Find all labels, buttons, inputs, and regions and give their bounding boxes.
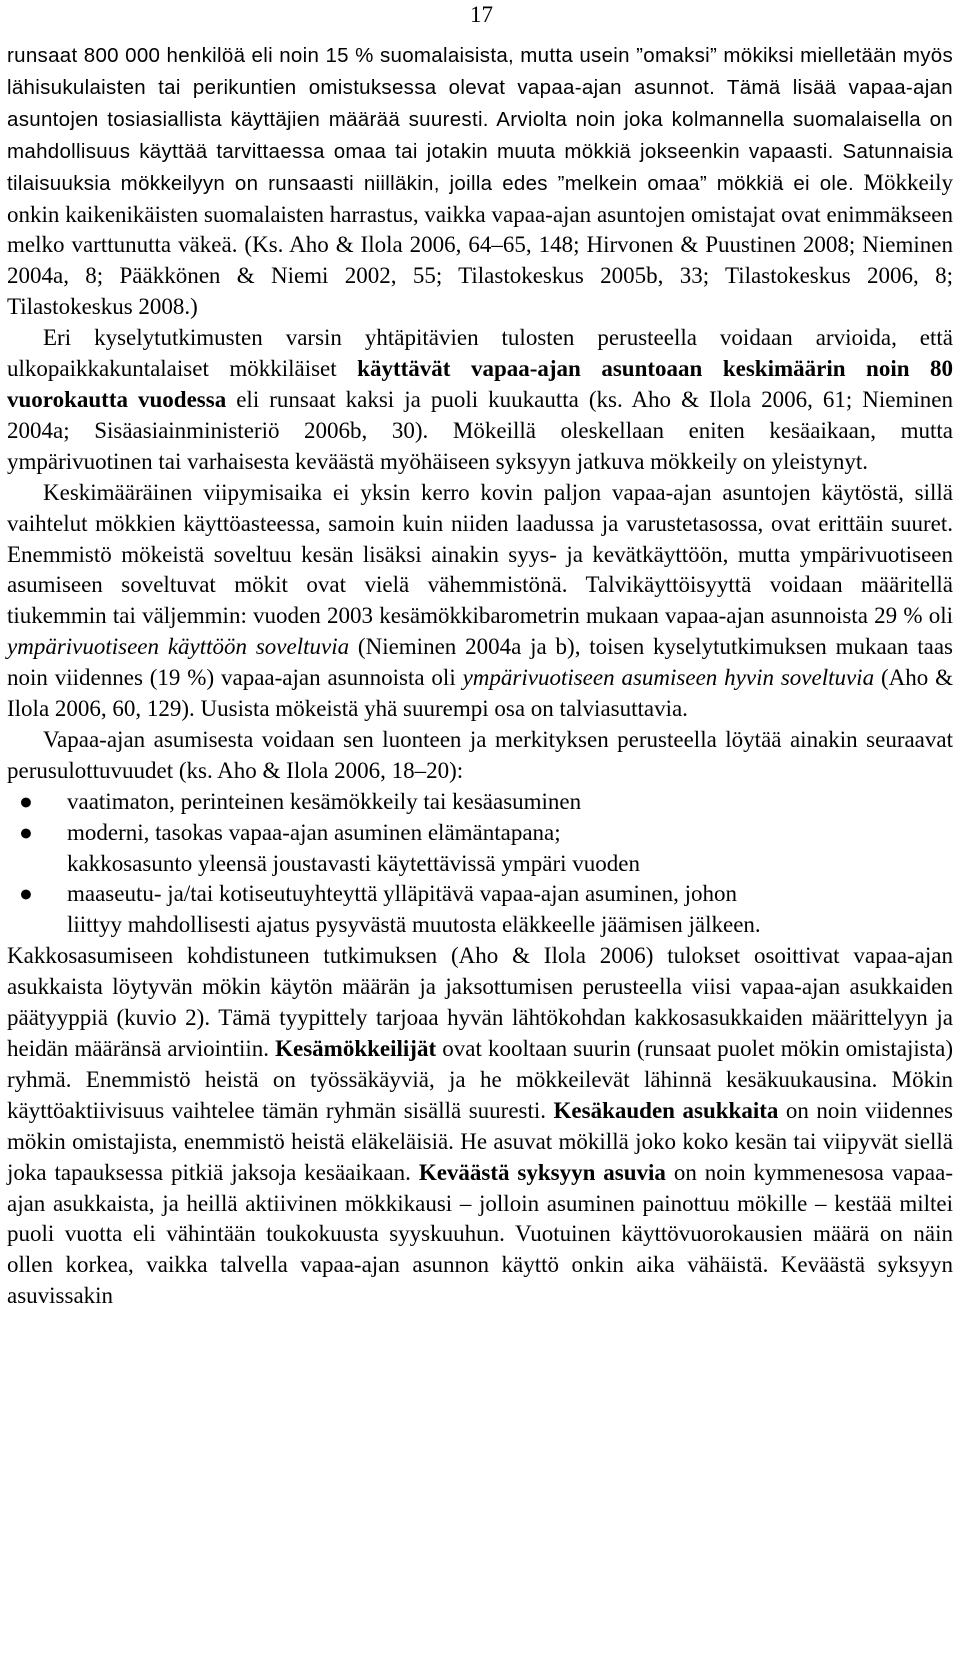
paragraph-3-text-b: (Nieminen 2004a ja b), toisen kyselytutkimuksen mukaan taas noin viidennes (19 %) vapaa-ajan asunnoista oli (7, 634, 953, 691)
page-number: 17 (470, 2, 493, 27)
paragraph-5-bold-2: Kesäkauden asukkaita (553, 1097, 779, 1123)
list-item-text-continued: kakkosasunto yleensä joustavasti käytettävissä ympäri vuoden (67, 850, 640, 876)
paragraph-2-text-b: eli runsaat kaksi ja puoli kuukautta (ks. Aho & Ilola 2006, 61; Nieminen 2004a; Sisäasiainministeriö 2006b, 30). Mökeillä oleskellaan eniten kesäaikaan, mutta ympärivuotinen tai varhaisesta keväästä myöhäiseen syksyyn jatkuva mökkeily on yleistynyt. (7, 386, 953, 474)
list-item (19, 818, 953, 880)
paragraph-5-text-b: ovat kooltaan suurin (runsaat puolet mökin omistajista) ryhmä. Enemmistö heistä on työssäkäyviä, ja he mökkeilevät lähinnä kesäkuukausina. Mökin käyttöaktiivisuus vaihtelee tämän ryhmän sisällä suuresti. (7, 1036, 953, 1123)
list-item-text-continued: liittyy mahdollisesti ajatus pysyvästä muutosta eläkkeelle jäämisen jälkeen. (67, 912, 761, 938)
paragraph-1-sans-text: runsaat 800 000 henkilöä eli noin 15 % suomalaisista, mutta usein ”omaksi” mökiksi mielletään myös lähisukulaisten tai perikuntien omistuksessa olevat vapaa-ajan asunnot. Tämä lisää vapaa-ajan asuntojen tosiasiallista käyttäjien määrää suuresti. Arviolta noin joka kolmannella suomalaisella on mahdollisuus käyttää tarvittaessa omaa tai jotakin muuta mökkiä jokseenkin vapaasti. Satunnaisia tilaisuuksia mökkeilyyn on runsaasti niilläkin, joilla edes ”melkein omaa” mökkiä ei ole. (7, 44, 953, 195)
paragraph-3-italic-2: ympärivuotiseen asumiseen hyvin soveltuvia (462, 665, 875, 691)
paragraph-2 (7, 323, 953, 478)
paragraph-1-text: Mökkeily onkin kaikenikäisten suomalaisten harrastus, vaikka vapaa-ajan asuntojen omistajat ovat enimmäkseen melko varttunutta väkeä. (Ks. Aho & Ilola 2006, 64–65, 148; Hirvonen & Puustinen 2008; Nieminen 2004a, 8; Pääkkönen & Niemi 2002, 55; Tilastokeskus 2005b, 33; Tilastokeskus 2006, 8; Tilastokeskus 2008.) (7, 169, 953, 320)
bullet-icon: ● (19, 819, 33, 845)
list-item (19, 787, 953, 818)
list-item-text: moderni, tasokas vapaa-ajan asuminen elämäntapana; (67, 819, 561, 845)
paragraph-5 (7, 941, 953, 1312)
bullet-icon: ● (19, 881, 33, 907)
paragraph-3-text-c: (Aho & Ilola 2006, 60, 129). Uusista mökeistä yhä suurempi osa on talviasuttavia. (7, 665, 953, 722)
list-item-text: maaseutu- ja/tai kotiseutuyhteyttä ylläpitävä vapaa-ajan asuminen, johon (67, 881, 737, 907)
paragraph-3 (7, 478, 953, 725)
bullet-list (7, 787, 953, 942)
paragraph-5-text-d: on noin kymmenesosa vapaa-ajan asukkaista, ja heillä aktiivinen mökkikausi – jolloin asuminen painottuu mökille – kestää miltei puoli vuotta eli vähintään toukokuusta syyskuuhun. Vuotuinen käyttövuorokausien määrä on näin ollen korkea, vaikka talvella vapaa-ajan asunnon käyttö onkin aika vähäistä. Keväästä syksyyn asuvissakin (7, 1159, 953, 1309)
paragraph-3-text-a: Keskimääräinen viipymisaika ei yksin kerro kovin paljon vapaa-ajan asuntojen käytöstä, sillä vaihtelut mökkien käyttöasteessa, samoin kuin niiden laadussa ja varustetasossa, ovat erittäin suuret. Enemmistö mökeistä soveltuu kesän lisäksi ainakin syys- ja kevätkäyttöön, mutta ympärivuotiseen asumiseen soveltuvat mökit ovat vielä vähemmistönä. Talvikäyttöisyyttä voidaan määritellä tiukemmin tai väljemmin: vuoden 2003 kesämökkibarometrin mukaan vapaa-ajan asunnoista 29 % oli (7, 479, 953, 629)
paragraph-5-bold-1: Kesämökkeilijät (275, 1036, 437, 1061)
paragraph-2-bold: käyttävät vapaa-ajan asuntoaan keskimäärin noin 80 vuorokautta vuodessa (7, 356, 954, 412)
paragraph-5-bold-3: Keväästä syksyyn asuvia (418, 1159, 666, 1185)
paragraph-4: Vapaa-ajan asumisesta voidaan sen luonteen ja merkityksen perusteella löytää ainakin seuraavat perusulottuvuudet (ks. Aho & Ilola 2006, 18–20): (7, 726, 953, 783)
paragraph-1 (7, 40, 953, 323)
bullet-icon: ● (19, 788, 33, 814)
list-item-text: vaatimaton, perinteinen kesämökkeily tai kesäasuminen (67, 788, 582, 814)
paragraph-3-italic-1: ympärivuotiseen käyttöön soveltuvia (7, 634, 350, 660)
list-item (19, 879, 953, 941)
document-body (7, 40, 953, 1312)
paragraph-5-text-a: Kakkosasumiseen kohdistuneen tutkimuksen (Aho & Ilola 2006) tulokset osoittivat vapaa-ajan asukkaista löytyvän mökin käytön määrän ja jaksottumisen perusteella viisi vapaa-ajan asukkaiden päätyyppiä (kuvio 2). Tämä tyypittely tarjoaa hyvän lähtökohdan kakkosasukkaiden määrittelyyn ja heidän määränsä arviointiin. (7, 943, 953, 1061)
paragraph-5-text-c: on noin viidennes mökin omistajista, enemmistö heistä eläkeläisiä. He asuvat mökillä joko koko kesän tai viipyvät siellä joka tapauksessa pitkiä jaksoja kesäaikaan. (7, 1097, 953, 1185)
paragraph-2-text-a: Eri kyselytutkimusten varsin yhtäpitävien tulosten perusteella voidaan arvioida, että ulkopaikkakuntalaiset mökkiläiset (7, 325, 953, 382)
